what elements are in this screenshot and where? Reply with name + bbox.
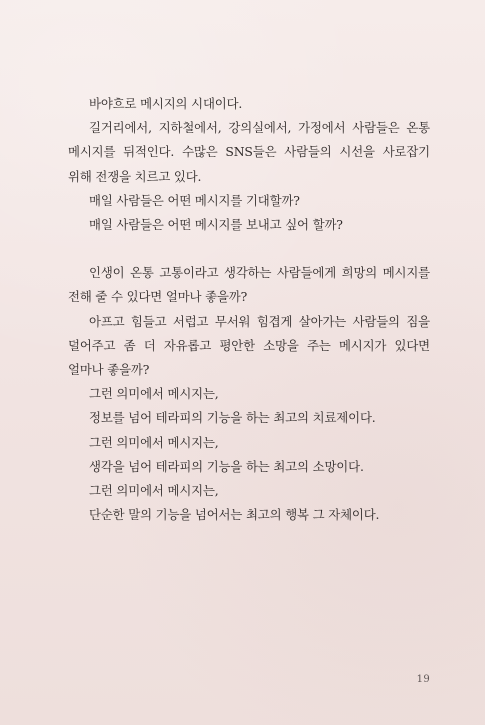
paragraph-3: 매일 사람들은 어떤 메시지를 기대할까? [89, 192, 300, 208]
paragraph-8: 정보를 넘어 테라피의 기능을 하는 최고의 치료제이다. [89, 410, 376, 426]
paragraph-7: 그런 의미에서 메시지는, [89, 386, 219, 402]
paragraph-12: 단순한 말의 기능을 넘어서는 최고의 행복 그 자체이다. [89, 507, 380, 523]
page-number: 19 [416, 674, 430, 685]
paragraph-2: 길거리에서, 지하철에서, 강의실에서, 가정에서 사람들은 온통 메시지를 뒤적인다. 수많은 SNS들은 사람들의 시선을 사로잡기 위해 전쟁을 치르고 있다. [68, 120, 430, 184]
paragraph-6: 아프고 힘들고 서럽고 무서워 힘겹게 살아가는 사람들의 짐을 덜어주고 좀 더 자유롭고 평안한 소망을 주는 메시지가 있다면 얼마나 좋을까? [68, 313, 430, 378]
paragraph-10: 생각을 넘어 테라피의 기능을 하는 최고의 소망이다. [89, 458, 364, 474]
paragraph-1: 바야흐로 메시지의 시대이다. [89, 96, 243, 111]
paragraph-4: 매일 사람들은 어떤 메시지를 보내고 싶어 할까? [89, 217, 343, 233]
paragraph-11: 그런 의미에서 메시지는, [89, 483, 219, 499]
page-body-text [68, 92, 430, 527]
paragraph-5: 인생이 온통 고통이라고 생각하는 사람들에게 희망의 메시지를 전해 줄 수 있다면 얼마나 좋을까? [68, 265, 430, 305]
paragraph-spacer [68, 237, 430, 261]
paragraph-9: 그런 의미에서 메시지는, [89, 434, 219, 450]
